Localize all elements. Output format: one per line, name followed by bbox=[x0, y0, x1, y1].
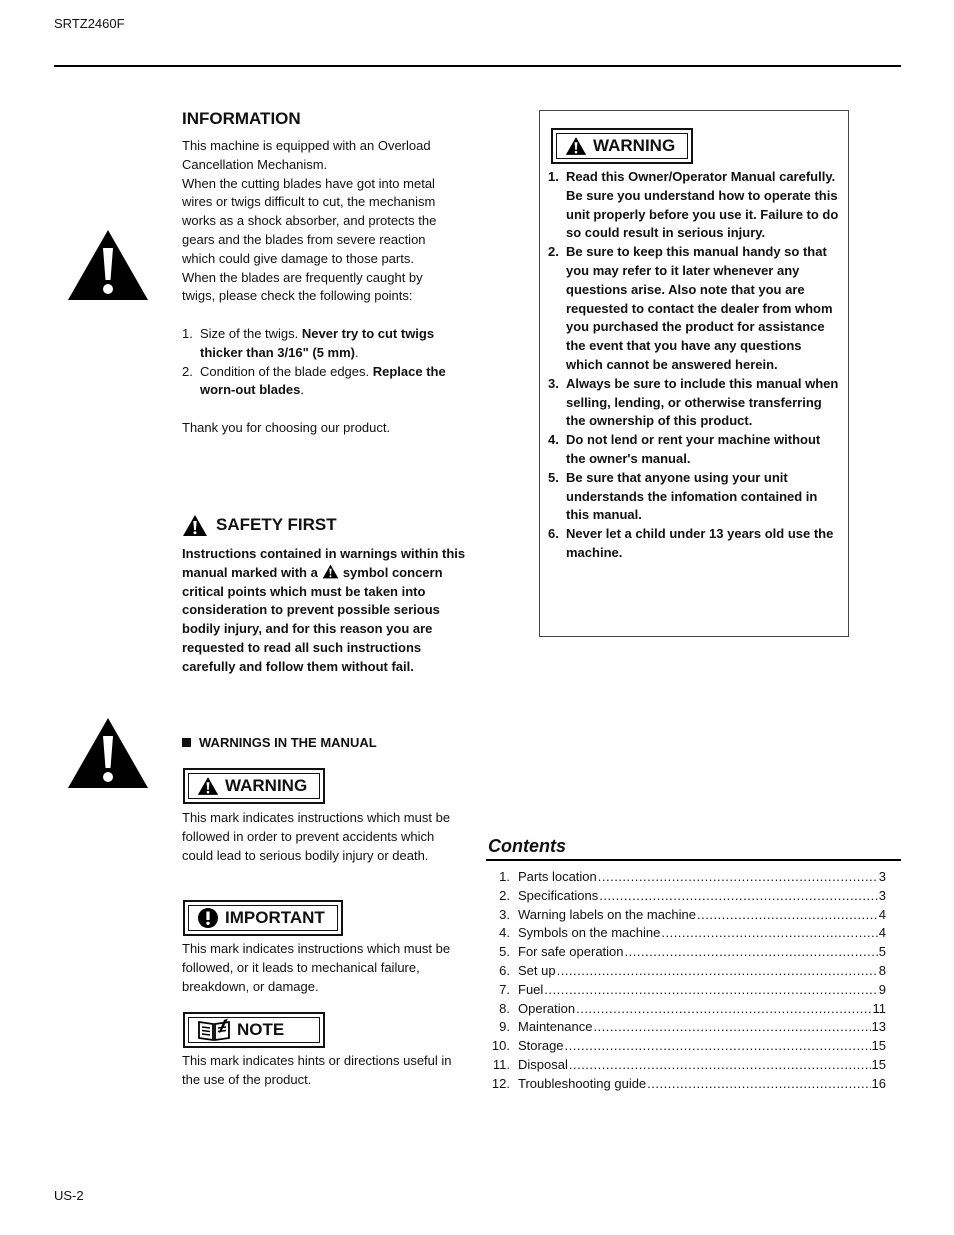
warning-item-number: 5. bbox=[548, 469, 559, 485]
contents-item-label: Set up bbox=[518, 962, 556, 978]
warnings-manual-heading: WARNINGS IN THE MANUAL bbox=[199, 735, 377, 750]
header-rule bbox=[54, 65, 901, 67]
contents-item-label: Maintenance bbox=[518, 1019, 593, 1035]
contents-item-label: Disposal bbox=[518, 1056, 568, 1072]
information-intro-line: which could give damage to those parts. bbox=[182, 250, 414, 266]
safety-text-after: symbol concern critical points which must be taken into consideration to prevent possible serious bodily injury, and for this reason you are requested to read all such instructions carefully and follow them without fail. bbox=[182, 564, 443, 674]
note-label-box bbox=[183, 1012, 325, 1048]
warning-item bbox=[548, 431, 840, 469]
contents-item-page: 4 bbox=[878, 925, 886, 941]
information-intro-line: When the blades are frequently caught by bbox=[182, 269, 423, 285]
thanks-text: Thank you for choosing our product. bbox=[182, 419, 391, 435]
warning-triangle-icon bbox=[322, 564, 339, 579]
contents-item-leader bbox=[557, 962, 878, 981]
contents-item-page: 8 bbox=[878, 962, 886, 978]
point-emphasis: Replace the worn-out blades bbox=[200, 363, 446, 398]
important-description: This mark indicates instructions which must be followed, or it leads to mechanical failure, breakdown, or damage. bbox=[182, 941, 451, 994]
exclamation-circle-icon bbox=[197, 907, 219, 929]
warning-item bbox=[548, 525, 840, 563]
contents-rule bbox=[486, 859, 901, 861]
contents-item-label: Operation bbox=[518, 1000, 576, 1016]
open-book-icon bbox=[197, 1018, 231, 1042]
contents-item-leader bbox=[598, 868, 878, 887]
note-description: This mark indicates hints or directions useful in the use of the product. bbox=[182, 1053, 452, 1087]
contents-item-leader bbox=[576, 1000, 871, 1019]
contents-item-leader bbox=[647, 1075, 870, 1094]
information-intro-line: Cancellation Mechanism. bbox=[182, 156, 328, 172]
page-number: US-2 bbox=[54, 1188, 84, 1203]
contents-item-number: 11. bbox=[492, 1056, 510, 1072]
safety-text bbox=[182, 545, 467, 677]
contents-item-page: 13 bbox=[871, 1019, 886, 1035]
note-label: NOTE bbox=[237, 1020, 285, 1039]
warning-item-text: Be sure to keep this manual handy so that you may refer to it later whenever any questions arise. Also note that you are requested to contact the dealer from whom you purchased the product for assistance the event that you have any questions which cannot be answered herein. bbox=[566, 244, 833, 372]
information-intro-line: This machine is equipped with an Overload bbox=[182, 138, 431, 153]
contents-item-label: Specifications bbox=[518, 887, 599, 903]
contents-item bbox=[488, 924, 886, 943]
warning-triangle-icon bbox=[197, 776, 219, 796]
safety-text-before: Instructions contained in warnings within this manual marked with a bbox=[182, 546, 466, 580]
contents-item bbox=[488, 906, 886, 925]
warning-item-number: 4. bbox=[548, 432, 559, 448]
contents-item-label: Warning labels on the machine bbox=[518, 906, 697, 922]
warning-label: WARNING bbox=[225, 776, 308, 795]
contents-item-leader bbox=[697, 906, 878, 925]
contents-item-number: 10. bbox=[491, 1038, 510, 1054]
information-point bbox=[182, 363, 467, 401]
contents-item bbox=[488, 887, 886, 906]
contents-item-page: 16 bbox=[871, 1075, 886, 1091]
warning-item-text: Read this Owner/Operator Manual carefully. Be sure you understand how to operate this unit properly before you use it. Failure to do so could result in serious injury. bbox=[566, 169, 839, 241]
information-section bbox=[182, 109, 467, 438]
point-text: Condition of the blade edges. bbox=[200, 363, 373, 379]
warning-item bbox=[548, 243, 840, 375]
contents-item-label: Storage bbox=[518, 1038, 564, 1054]
warning-item-text: Do not lend or rent your machine without the owner's manual. bbox=[566, 432, 821, 466]
contents-item-number: 4. bbox=[499, 925, 510, 941]
warning-description: This mark indicates instructions which must be followed in order to prevent accidents which could lead to serious bodily injury or death. bbox=[182, 810, 451, 863]
contents-item-leader bbox=[569, 1056, 871, 1075]
contents-item-number: 2. bbox=[499, 887, 510, 903]
contents-item bbox=[488, 962, 886, 981]
contents-item-page: 3 bbox=[878, 887, 886, 903]
warning-item-text: Never let a child under 13 years old use the machine. bbox=[566, 526, 834, 560]
warning-box-label: WARNING bbox=[593, 136, 676, 155]
contents-item-number: 6. bbox=[499, 962, 510, 978]
contents-item bbox=[488, 943, 886, 962]
contents-item-number: 5. bbox=[499, 944, 510, 960]
safety-title: SAFETY FIRST bbox=[216, 515, 337, 535]
warning-item-number: 6. bbox=[548, 526, 559, 542]
point-number: 2. bbox=[182, 363, 193, 379]
information-title: INFORMATION bbox=[182, 109, 301, 128]
warning-item-number: 3. bbox=[548, 375, 559, 391]
warning-box-label-box bbox=[551, 128, 693, 164]
contents-item-leader bbox=[625, 943, 878, 962]
warning-box-list bbox=[548, 168, 840, 563]
contents-item-number: 1. bbox=[499, 869, 510, 884]
contents-item-label: For safe operation bbox=[518, 944, 624, 960]
contents-item-label: Troubleshooting guide bbox=[518, 1075, 647, 1091]
model-number: SRTZ2460F bbox=[54, 16, 125, 31]
information-intro-line: works as a shock absorber, and protects the bbox=[182, 213, 437, 229]
information-intro-line: wires or twigs difficult to cut, the mechanism bbox=[182, 194, 436, 210]
information-point bbox=[182, 325, 467, 363]
contents-item-number: 3. bbox=[499, 906, 510, 922]
contents-item bbox=[488, 1056, 886, 1075]
warning-triangle-icon bbox=[565, 136, 587, 156]
warning-item bbox=[548, 469, 840, 525]
point-text: Size of the twigs. bbox=[200, 325, 302, 341]
important-label: IMPORTANT bbox=[225, 908, 325, 927]
warning-item-number: 1. bbox=[548, 169, 559, 184]
contents-item-page: 5 bbox=[878, 944, 886, 960]
point-tail: . bbox=[300, 382, 305, 398]
warnings-manual-heading-row bbox=[182, 735, 377, 750]
contents-item-leader bbox=[565, 1037, 871, 1056]
contents-item-page: 4 bbox=[878, 906, 886, 922]
warning-triangle-icon bbox=[182, 514, 208, 537]
important-label-box bbox=[183, 900, 343, 936]
large-warning-triangle-icon bbox=[66, 228, 150, 302]
warning-label-box bbox=[183, 768, 325, 804]
contents-item-page: 9 bbox=[878, 981, 886, 997]
information-intro-line: gears and the blades from severe reaction bbox=[182, 231, 426, 247]
contents-item-leader bbox=[544, 981, 877, 1000]
point-emphasis: Never try to cut twigs thicker than 3/16" (5 mm) bbox=[200, 325, 435, 360]
contents-item-number: 9. bbox=[499, 1019, 510, 1035]
contents-item-leader bbox=[593, 1018, 870, 1037]
contents-item-page: 15 bbox=[871, 1038, 886, 1054]
contents-item bbox=[488, 1037, 886, 1056]
point-number: 1. bbox=[182, 325, 193, 341]
square-bullet-icon bbox=[182, 738, 191, 747]
contents-item-number: 8. bbox=[499, 1000, 510, 1016]
contents-item-page: 3 bbox=[878, 869, 886, 884]
contents-title: Contents bbox=[488, 836, 566, 856]
information-intro bbox=[182, 137, 467, 306]
contents-item-label: Fuel bbox=[518, 981, 544, 997]
point-tail: . bbox=[355, 344, 359, 360]
large-warning-triangle-icon bbox=[66, 716, 150, 790]
contents-list bbox=[488, 868, 886, 1094]
contents-item bbox=[488, 1000, 886, 1019]
information-intro-line: twigs, please check the following points: bbox=[182, 288, 413, 304]
contents-item-label: Parts location bbox=[518, 869, 597, 884]
contents-item-page: 11 bbox=[872, 1000, 886, 1016]
safety-title-row bbox=[182, 514, 467, 537]
contents-item-leader bbox=[599, 887, 878, 906]
contents-item-number: 7. bbox=[499, 981, 510, 997]
contents-item bbox=[488, 981, 886, 1000]
safety-section bbox=[182, 514, 467, 677]
contents-item-label: Symbols on the machine bbox=[518, 925, 661, 941]
contents-item bbox=[488, 1018, 886, 1037]
contents-item-leader bbox=[661, 924, 877, 943]
warning-item bbox=[548, 375, 840, 431]
information-points bbox=[182, 325, 467, 400]
contents-item bbox=[488, 1075, 886, 1094]
information-intro-line: When the cutting blades have got into metal bbox=[182, 175, 435, 191]
warning-item-text: Always be sure to include this manual when selling, lending, or otherwise transferring the ownership of this product. bbox=[566, 375, 839, 429]
warning-item-text: Be sure that anyone using your unit understands the infomation contained in this manual. bbox=[566, 469, 818, 523]
contents-item-page: 15 bbox=[871, 1056, 886, 1072]
warning-item bbox=[548, 168, 840, 243]
contents-item-number: 12. bbox=[491, 1075, 510, 1091]
warning-item-number: 2. bbox=[548, 244, 559, 260]
contents-item bbox=[488, 868, 886, 887]
